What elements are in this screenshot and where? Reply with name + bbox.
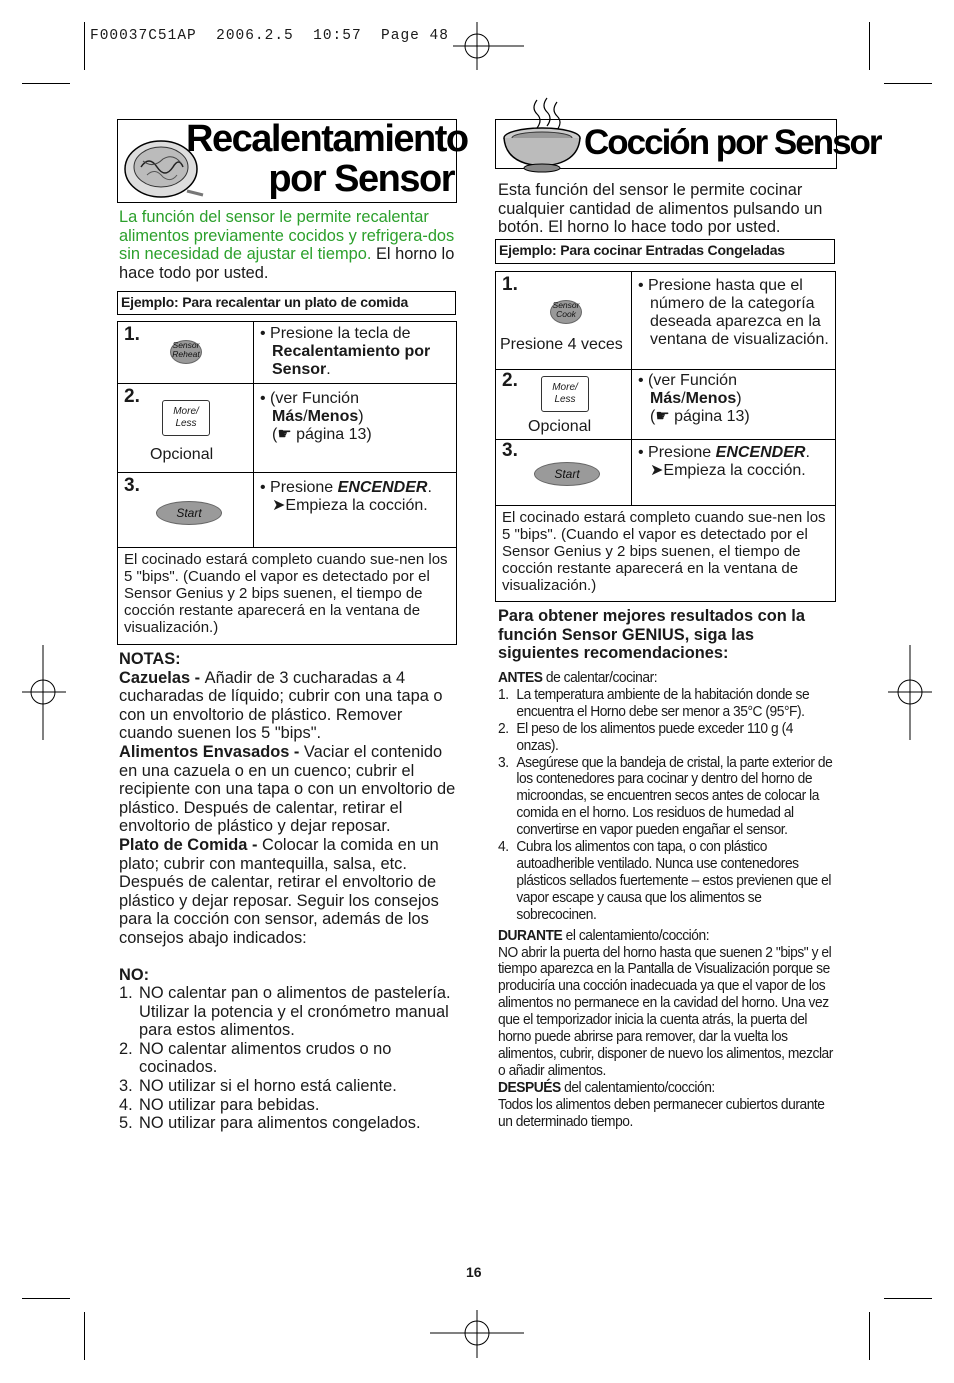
step-text-bold: Más bbox=[272, 408, 304, 425]
left-step2-text bbox=[254, 384, 457, 473]
note-text: Vaciar el contenido en una cazuela o en un cuenco; cubrir el recipiente con una tapa o con un envoltorio de plástico. Después de calentar, retirar el envoltorio de plástico y dejar reposar. bbox=[119, 742, 456, 836]
optional-label: Opcional bbox=[528, 418, 592, 435]
left-intro-green: La función del sensor le permite recalentar alimentos previamente cocidos y refrigera-dos sin necesidad de ajustar el tiempo. bbox=[119, 208, 455, 264]
list-number: 5. bbox=[119, 1114, 133, 1133]
left-title bbox=[186, 117, 468, 201]
step-number: 2. bbox=[502, 370, 518, 391]
list-number: 1. bbox=[119, 984, 133, 1003]
right-intro: Esta función del sensor le permite cocinar cualquier cantidad de alimentos pulsando un botón. El horno lo hace todo por usted. bbox=[498, 181, 823, 237]
step-text: / bbox=[681, 390, 686, 407]
left-step1-text bbox=[254, 322, 457, 384]
note-text: Colocar la comida en un plato; cubrir con mantequilla, salsa, etc. Después de calentar, retirar el envoltorio de plástico y dejar reposar. Seguir los consejos para la cocción con sensor, además de los consejos abajo indicados: bbox=[119, 835, 439, 947]
step-text: • Presione bbox=[638, 444, 716, 461]
right-caption: Ejemplo: Para cocinar Entradas Congeladas bbox=[495, 239, 835, 264]
note-label: Plato de Comida - bbox=[119, 835, 262, 854]
button-label: More/ bbox=[552, 382, 578, 393]
list-item bbox=[498, 839, 837, 924]
notes-title: NOTAS: bbox=[119, 650, 181, 668]
button-label: Sensor bbox=[552, 300, 580, 310]
section-label-rest: de calentar/cocinar: bbox=[542, 669, 658, 686]
list-text: NO utilizar para bebidas. bbox=[139, 1095, 320, 1114]
list-number: 2. bbox=[119, 1039, 133, 1058]
list-text: NO utilizar para alimentos congelados. bbox=[139, 1114, 421, 1133]
step-text-bold: Menos bbox=[685, 390, 737, 407]
left-step2-cell bbox=[118, 384, 254, 473]
tips-body bbox=[498, 670, 837, 1130]
right-steps-table bbox=[495, 271, 836, 602]
button-label: Sensor bbox=[172, 340, 200, 350]
section-label: DESPUÉS bbox=[498, 1078, 561, 1096]
list-item bbox=[498, 687, 837, 721]
list-number: 1. bbox=[498, 685, 509, 703]
step-result: ➤Empieza la cocción. bbox=[650, 462, 806, 479]
durante-text: NO abrir la puerta del horno hasta que suenen 2 "bips" y el tiempo aparezca en la Pantalla de Visualización porque se produciría una cocción inadecuada ya que el vapor de los alimentos no permanece en la cavidad del horno. Una vez que el temporizador inicia la cuenta atrás, la puerta del horno puede abrirse para remover, dar la vuelta los alimentos, cubrir, disponer de nuevo los alimentos, mezclar o añadir alimentos. bbox=[498, 943, 833, 1079]
list-text: NO calentar pan o alimentos de pastelería. Utilizar la potencia y el cronómetro manual para estos alimentos. bbox=[139, 984, 451, 1040]
list-item bbox=[119, 1096, 457, 1115]
list-number: 4. bbox=[498, 838, 509, 856]
note-label: Cazuelas - bbox=[119, 668, 205, 687]
page-reference: (☛ página 13) bbox=[650, 408, 750, 425]
press-count-label: Presione 4 veces bbox=[500, 336, 623, 353]
list-item bbox=[119, 1040, 457, 1077]
list-item bbox=[498, 721, 837, 755]
step-text-bold: Recalentamiento por bbox=[272, 343, 431, 360]
despues-text: Todos los alimentos deben permanecer cubiertos durante un determinado tiempo. bbox=[498, 1095, 825, 1130]
left-caption: Ejemplo: Para recalentar un plato de comida bbox=[117, 291, 456, 315]
left-step3-cell bbox=[118, 473, 254, 548]
step-number: 2. bbox=[124, 386, 140, 407]
note-label: Alimentos Envasados - bbox=[119, 742, 304, 761]
button-label: Cook bbox=[556, 309, 576, 319]
list-number: 3. bbox=[498, 753, 509, 771]
step-number: 3. bbox=[124, 475, 140, 496]
left-done-text: El cocinado estará completo cuando sue-nen los 5 "bips". (Cuando el vapor es detectado por el Sensor Genius y 2 bips suenen, el tiempo de cocción restante aparecerá en la ventana de visualización.) bbox=[118, 548, 457, 645]
step-text-bold: Sensor bbox=[272, 361, 327, 378]
step-text: ) bbox=[736, 390, 742, 407]
step-text: • Presione la tecla de bbox=[260, 325, 411, 342]
no-title: NO: bbox=[119, 965, 150, 984]
sensor-cook-button[interactable] bbox=[550, 300, 582, 324]
left-notes bbox=[119, 650, 457, 1133]
right-step1-text bbox=[632, 272, 836, 370]
step-number: 3. bbox=[502, 440, 518, 461]
list-text: NO calentar alimentos crudos o no cocinados. bbox=[139, 1039, 392, 1077]
step-text: • Presione hasta que el número de la categoría deseada aparezca en la ventana de visualización. bbox=[638, 277, 829, 348]
right-step3-cell bbox=[496, 440, 632, 506]
right-step2-cell bbox=[496, 370, 632, 440]
left-step1-cell bbox=[118, 322, 254, 384]
step-text: ) bbox=[358, 408, 364, 425]
list-item bbox=[119, 984, 457, 1040]
left-title-line1: Recalentamiento bbox=[186, 118, 468, 160]
optional-label: Opcional bbox=[150, 446, 214, 463]
step-text-bold: ENCENDER bbox=[715, 444, 806, 461]
more-less-button[interactable] bbox=[541, 376, 589, 412]
step-number: 1. bbox=[502, 274, 518, 295]
more-less-button[interactable] bbox=[162, 400, 210, 436]
step-result: ➤Empieza la cocción. bbox=[272, 497, 428, 514]
step-text: • Presione bbox=[260, 479, 338, 496]
section-label: DURANTE bbox=[498, 926, 563, 944]
left-steps-table bbox=[117, 321, 457, 645]
right-step2-text bbox=[632, 370, 836, 440]
list-text: NO utilizar si el horno está caliente. bbox=[139, 1077, 397, 1096]
section-label: ANTES bbox=[498, 669, 543, 686]
button-label: Less bbox=[175, 418, 197, 429]
step-text-bold: Más bbox=[650, 390, 682, 407]
step-text: . bbox=[427, 479, 432, 496]
step-text: . bbox=[326, 361, 331, 378]
list-item bbox=[119, 1114, 457, 1133]
step-text: • (ver Función bbox=[638, 372, 737, 389]
section-label-rest: el calentamiento/cocción: bbox=[562, 926, 710, 944]
no-list bbox=[119, 984, 457, 1133]
step-text-bold: Menos bbox=[307, 408, 359, 425]
note-text: Añadir de 3 cucharadas a 4 cucharadas de líquido; cubrir con una tapa o con un envoltorio de plástico. Remover cuando suenen los 5 "bips". bbox=[119, 668, 443, 743]
tips-heading: Para obtener mejores resultados con la función Sensor GENIUS, siga las siguientes recomendaciones: bbox=[498, 607, 805, 662]
step-text: . bbox=[805, 444, 810, 461]
sensor-reheat-button[interactable] bbox=[170, 340, 202, 364]
right-done-text: El cocinado estará completo cuando sue-nen los 5 "bips". (Cuando el vapor es detectado por el Sensor Genius y 2 bips suenen, el tiempo de cocción restante aparecerá en la ventana de visualización.) bbox=[496, 506, 836, 602]
right-step1-cell bbox=[496, 272, 632, 370]
print-header: F00037C51AP 2006.2.5 10:57 Page 48 bbox=[90, 28, 449, 44]
step-text: • (ver Función bbox=[260, 390, 359, 407]
page-reference: (☛ página 13) bbox=[272, 426, 372, 443]
list-number: 4. bbox=[119, 1095, 133, 1114]
step-number: 1. bbox=[124, 324, 140, 345]
soup-bowl-icon bbox=[497, 96, 587, 176]
start-button[interactable]: Start bbox=[156, 501, 222, 525]
list-number: 2. bbox=[498, 719, 509, 737]
step-text-bold: ENCENDER bbox=[337, 479, 428, 496]
left-intro-rest: El horno lo hace todo por usted. bbox=[119, 245, 455, 282]
button-label: Less bbox=[554, 394, 576, 405]
section-label-rest: del calentamiento/cocción: bbox=[560, 1078, 715, 1096]
page-number: 16 bbox=[466, 1264, 482, 1280]
left-intro bbox=[119, 208, 457, 282]
right-title: Cocción por Sensor bbox=[584, 123, 881, 162]
list-text: El peso de los alimentos puede exceder 110 g (4 onzas). bbox=[516, 719, 793, 754]
step-text: / bbox=[303, 408, 308, 425]
button-label: More/ bbox=[173, 406, 199, 417]
list-item bbox=[119, 1077, 457, 1096]
list-text: La temperatura ambiente de la habitación donde se encuentra el Horno debe ser menor a 35°C (95°F). bbox=[516, 685, 810, 720]
start-button[interactable]: Start bbox=[534, 462, 600, 486]
list-text: Asegúrese que la bandeja de cristal, la parte exterior de los contenedores para cocinar y dentro del horno de microondas, se encuentren secos antes de colocar la comida en el horno. Los residuos de humedad al convertirse en vapor pueden engañar el sensor. bbox=[516, 753, 833, 839]
right-step3-text bbox=[632, 440, 836, 506]
list-text: Cubra los alimentos con tapa, o con plástico autoadherible ventilado. Nunca use contenedores plásticos sellados fuertemente – estos previenen que el vapor escape y causa que los alimentos se sobrecocinen. bbox=[516, 838, 831, 923]
list-number: 3. bbox=[119, 1077, 133, 1096]
left-step3-text bbox=[254, 473, 457, 548]
left-title-line2: por Sensor bbox=[268, 158, 454, 200]
button-label: Reheat bbox=[172, 349, 200, 359]
list-item bbox=[498, 755, 837, 840]
